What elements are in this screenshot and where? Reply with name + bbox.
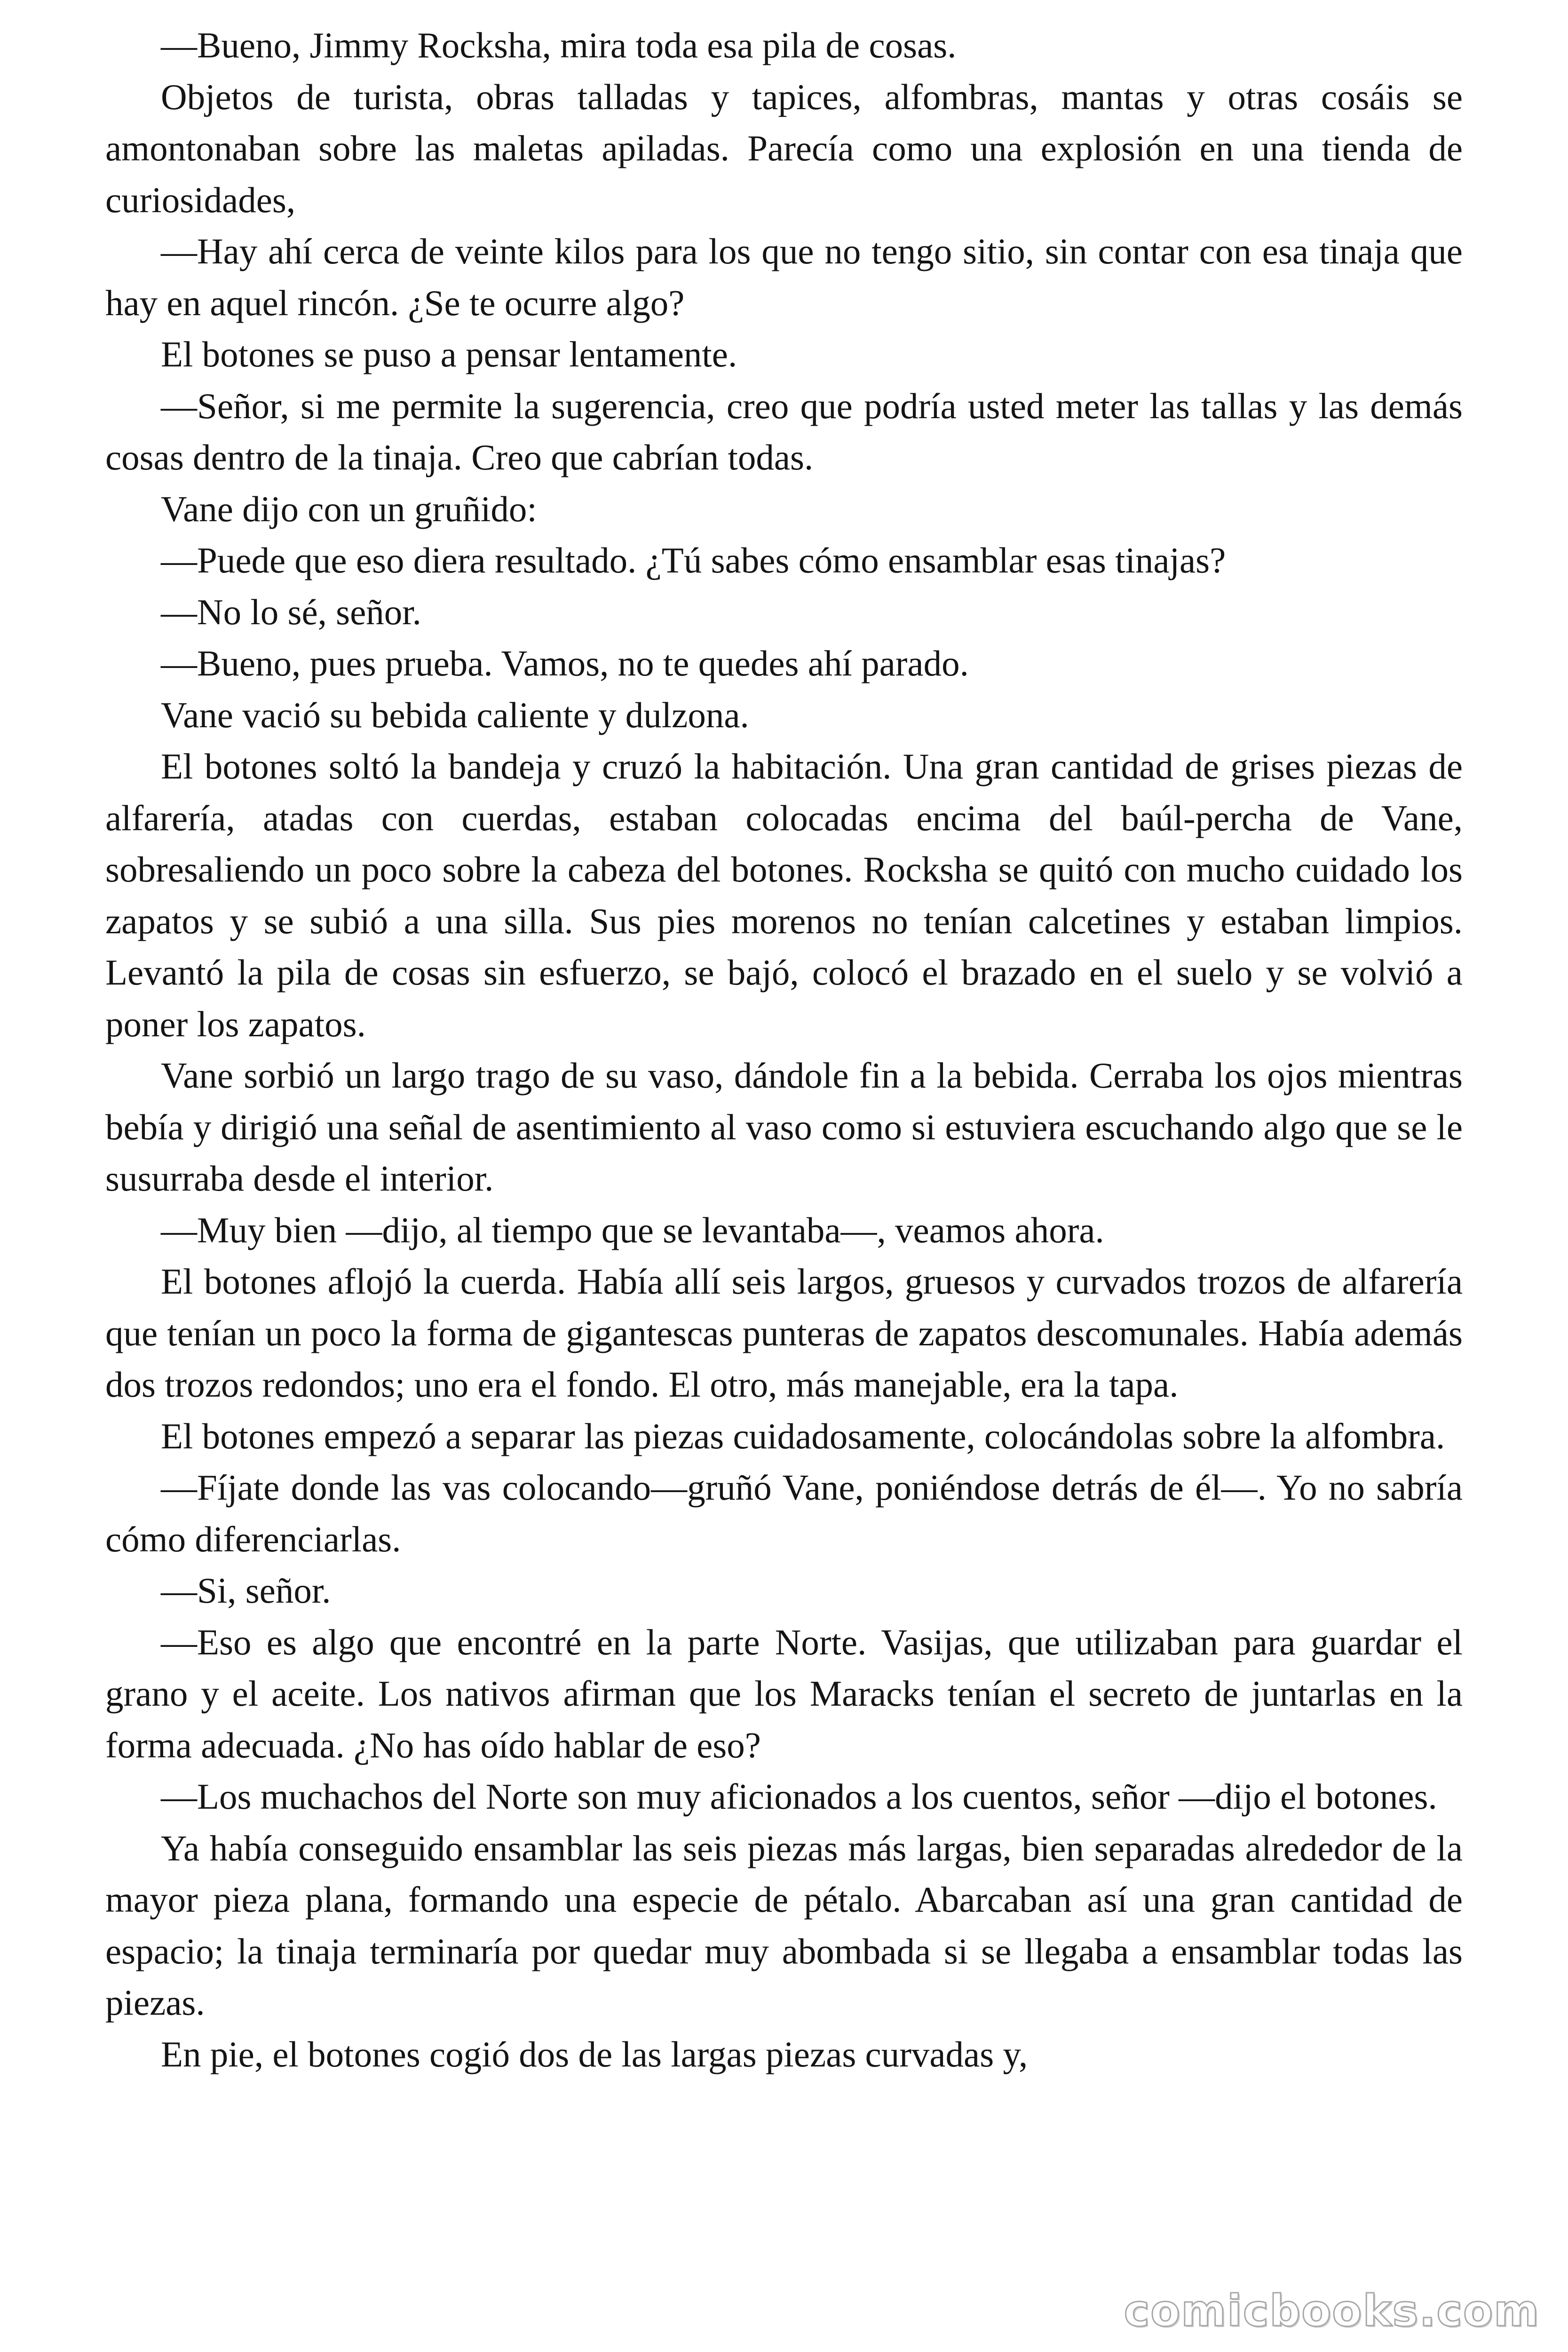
paragraph: Vane sorbió un largo trago de su vaso, dándole fin a la bebida. Cerraba los ojos mientras bebía y dirigió una señal de asentimiento al vaso como si estuviera escuchando algo que se le susurraba desde el interior.	[105, 1055, 1463, 1199]
paragraph: Vane dijo con un gruñido:	[161, 488, 537, 529]
paragraph: —Fíjate donde las vas colocando—gruñó Vane, poniéndose detrás de él—. Yo no sabría cómo diferenciarlas.	[105, 1467, 1463, 1559]
paragraph: —No lo sé, señor.	[161, 591, 421, 632]
paragraph: —Bueno, Jimmy Rocksha, mira toda esa pila de cosas.	[161, 25, 957, 65]
paragraph: —Señor, si me permite la sugerencia, creo que podría usted meter las tallas y las demás cosas dentro de la tinaja. Creo que cabrían todas.	[105, 385, 1463, 477]
paragraph: —Hay ahí cerca de veinte kilos para los que no tengo sitio, sin contar con esa tinaja que hay en aquel rincón. ¿Se te ocurre algo?	[105, 231, 1463, 323]
paragraph: —Puede que eso diera resultado. ¿Tú sabes cómo ensamblar esas tinajas?	[161, 540, 1226, 580]
paragraph: —Bueno, pues prueba. Vamos, no te quedes ahí parado.	[161, 643, 969, 683]
watermark-logo: comicbooks.com	[1124, 2286, 1540, 2336]
paragraph: El botones aflojó la cuerda. Había allí seis largos, gruesos y curvados trozos de alfarería que tenían un poco la forma de gigantescas punteras de zapatos descomunales. Había además dos trozos redondos; uno era el fondo. El otro, más manejable, era la tapa.	[105, 1261, 1463, 1405]
paragraph: El botones empezó a separar las piezas cuidadosamente, colocándolas sobre la alfombra.	[161, 1415, 1445, 1456]
paragraph: El botones soltó la bandeja y cruzó la habitación. Una gran cantidad de grises piezas de alfarería, atadas con cuerdas, estaban colocadas encima del baúl-percha de Vane, sobresaliendo un poco sobre la cabeza del botones. Rocksha se quitó con mucho cuidado los zapatos y se subió a una silla. Sus pies morenos no tenían calcetines y estaban limpios. Levantó la pila de cosas sin esfuerzo, se bajó, colocó el brazado en el suelo y se volvió a poner los zapatos.	[105, 746, 1463, 1044]
paragraph: Vane vació su bebida caliente y dulzona.	[161, 694, 749, 735]
paragraph: En pie, el botones cogió dos de las largas piezas curvadas y,	[161, 2034, 1028, 2074]
text-column	[105, 20, 1463, 2080]
paragraph: El botones se puso a pensar lentamente.	[161, 334, 737, 374]
paragraph: —Eso es algo que encontré en la parte Norte. Vasijas, que utilizaban para guardar el grano y el aceite. Los nativos afirman que los Maracks tenían el secreto de juntarlas en la forma adecuada. ¿No has oído hablar de eso?	[105, 1621, 1463, 1765]
paragraph: Ya había conseguido ensamblar las seis piezas más largas, bien separadas alrededor de la mayor pieza plana, formando una especie de pétalo. Abarcaban así una gran cantidad de espacio; la tinaja terminaría por quedar muy abombada si se llegaba a ensamblar todas las piezas.	[105, 1828, 1463, 2023]
paragraph: Objetos de turista, obras talladas y tapices, alfombras, mantas y otras cosáis se amontonaban sobre las maletas apiladas. Parecía como una explosión en una tienda de curiosidades,	[105, 76, 1463, 220]
paragraph: —Si, señor.	[161, 1570, 331, 1611]
paragraph: —Los muchachos del Norte son muy aficionados a los cuentos, señor —dijo el botones.	[161, 1776, 1437, 1817]
paragraph: —Muy bien —dijo, al tiempo que se levantaba—, veamos ahora.	[161, 1209, 1104, 1250]
